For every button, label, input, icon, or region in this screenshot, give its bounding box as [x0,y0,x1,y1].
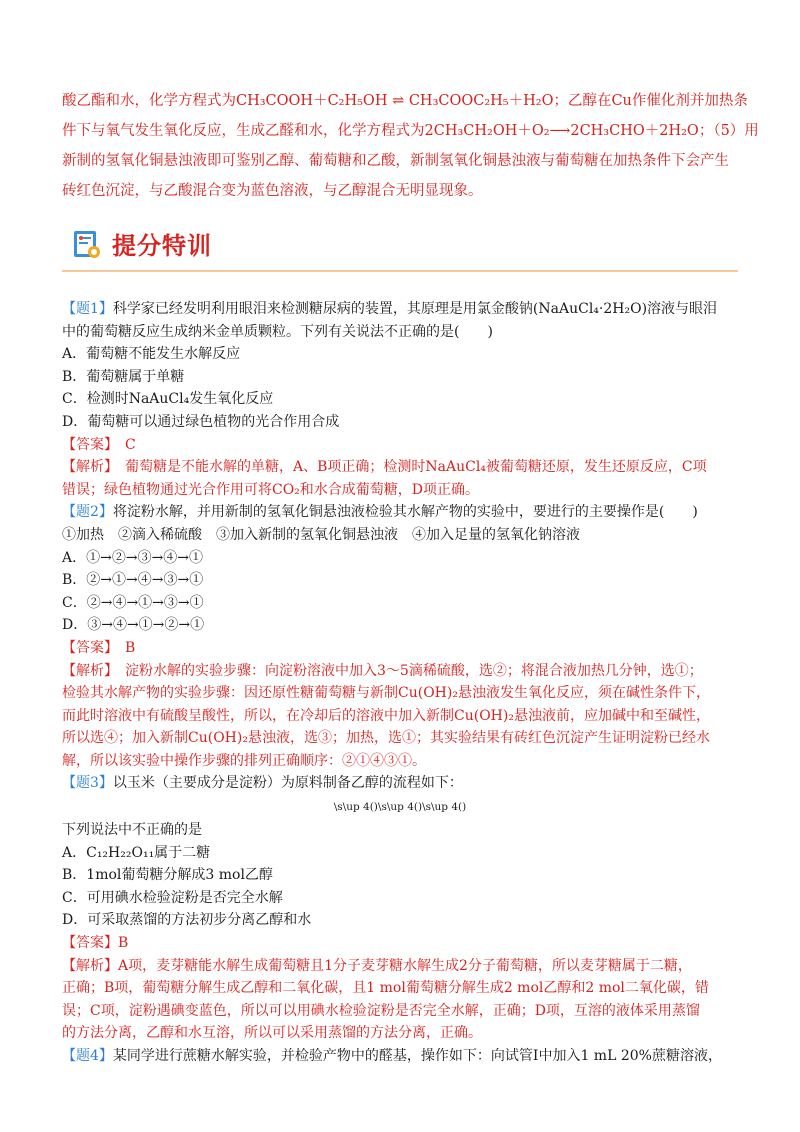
question-list [62,298,738,1068]
question-label: 【题3】 [62,775,113,792]
intro-line: 砖红色沉淀，与乙酸混合变为蓝色溶液，与乙醇混合无明显现象。 [62,183,483,199]
book-icon [72,228,102,260]
option-a: A．葡萄糖不能发生水解反应 [62,346,241,363]
analysis-line: 正确；B项，葡萄糖分解生成乙醇和二氧化碳，且1 mol葡萄糖分解生成2 mol乙醇和2 mol二氧化碳，错 [62,980,709,997]
intro-line: 件下与氧气发生氧化反应，生成乙醛和水，化学方程式为2CH₃CH₂OH＋O₂⟶2CH₃CHO＋2H₂O；（5）用 [62,123,759,139]
intro-line: 新制的氢氧化铜悬浊液即可鉴别乙醇、葡萄糖和乙酸，新制氢氧化铜悬浊液与葡萄糖在加热条件下会产生 [62,153,729,169]
section-title: 提分特训 [112,232,212,260]
option-c: C．②→④→①→③→① [62,594,204,611]
option-b: B．1mol葡萄糖分解成3 mol乙醇 [62,867,273,884]
option-d: D．③→④→①→②→① [62,617,205,634]
intro-paragraph [62,86,759,206]
question-2-stem: 【题2】将淀粉水解，并用新制的氢氧化铜悬浊液检验其水解产物的实验中，要进行的主要操作是( ) [62,504,698,521]
option-b: B．葡萄糖属于单糖 [62,368,185,385]
intro-line: 酸乙酯和水，化学方程式为CH₃COOH＋C₂H₅OH ⇌ CH₃COOC₂H₅＋H₂O；乙醇在Cu作催化剂并加热条 [62,93,748,109]
analysis-line: 【解析】A项，麦芽糖能水解生成葡萄糖且1分子麦芽糖水解生成2分子葡萄糖，所以麦芽糖属于二糖， [62,957,692,974]
analysis-line: 检验其水解产物的实验步骤：因还原性糖葡萄糖与新制Cu(OH)₂悬浊液发生氧化反应，须在碱性条件下， [62,685,710,702]
analysis-line: 的方法分离，乙醇和水互溶，所以可以采用蒸馏的方法分离，正确。 [62,1025,482,1042]
answer-value: B [125,639,136,656]
answer-value: C [125,436,136,453]
analysis-line: 而此时溶液中有硫酸呈酸性，所以，在冷却后的溶液中加入新制Cu(OH)₂悬浊液前，应加碱中和至碱性， [62,707,710,724]
option-a: A．C₁₂H₂₂O₁₁属于二糖 [62,844,211,861]
page-content [62,86,759,1068]
question-3-stem: 【题3】以玉米（主要成分是淀粉）为原料制备乙醇的流程如下： [62,775,463,792]
analysis-line: 【解析】 葡萄糖是不能水解的单糖，A、B项正确；检测时NaAuCl₄被葡萄糖还原，发生还原反应，C项 [62,459,707,476]
question-label: 【题2】 [62,504,113,521]
analysis-line: 解，所以该实验中操作步骤的排列正确顺序：②①④③①。 [62,752,426,769]
option-d: D．可采取蒸馏的方法初步分离乙醇和水 [62,912,312,929]
option-b: B．②→①→④→③→① [62,572,204,589]
answer-line: 【答案】 B [62,639,136,656]
flow-formula: \s\up 4()\s\up 4()\s\up 4() [333,801,467,814]
question-2-stem-cont: ①加热 ②滴入稀硫酸 ③加入新制的氢氧化铜悬浊液 ④加入足量的氢氧化钠溶液 [62,526,580,543]
question-3-stem-cont: 下列说法中不正确的是 [62,822,202,839]
analysis-line: 所以选④；加入新制Cu(OH)₂悬浊液，选③；加热，选①；其实验结果有砖红色沉淀产生证明淀粉已经水 [62,730,710,747]
question-1-stem-cont: 中的葡萄糖反应生成纳米金单质颗粒。下列有关说法不正确的是( ) [62,323,493,340]
answer-line: 【答案】B [62,935,129,952]
option-a: A．①→②→③→④→① [62,549,204,566]
analysis-line: 误；C项，淀粉遇碘变蓝色，所以可以用碘水检验淀粉是否完全水解，正确；D项，互溶的液体采用蒸馏 [62,1002,700,1019]
option-d: D．葡萄糖可以通过绿色植物的光合作用合成 [62,413,340,430]
analysis-line: 错误；绿色植物通过光合作用可将CO₂和水合成葡萄糖，D项正确。 [62,481,480,498]
analysis-line: 【解析】 淀粉水解的实验步骤：向淀粉溶液中加入3～5滴稀硫酸，选②；将混合液加热几分钟，选①； [62,662,703,679]
question-label: 【题4】 [62,1048,113,1064]
answer-value: B [118,935,129,952]
question-1-stem: 【题1】科学家已经发明利用眼泪来检测糖尿病的装置，其原理是用氯金酸钠(NaAuCl₄·2H₂O)溶液与眼泪 [62,301,718,317]
option-c: C．可用碘水检验淀粉是否完全水解 [62,889,283,906]
section-header [62,222,738,272]
question-label: 【题1】 [62,301,113,317]
option-c: C．检测时NaAuCl₄发生氧化反应 [62,391,274,408]
question-4-stem: 【题4】某同学进行蔗糖水解实验，并检验产物中的醛基，操作如下：向试管Ⅰ中加入1 mL 20%蔗糖溶液， [62,1048,722,1064]
answer-line: 【答案】 C [62,436,136,453]
